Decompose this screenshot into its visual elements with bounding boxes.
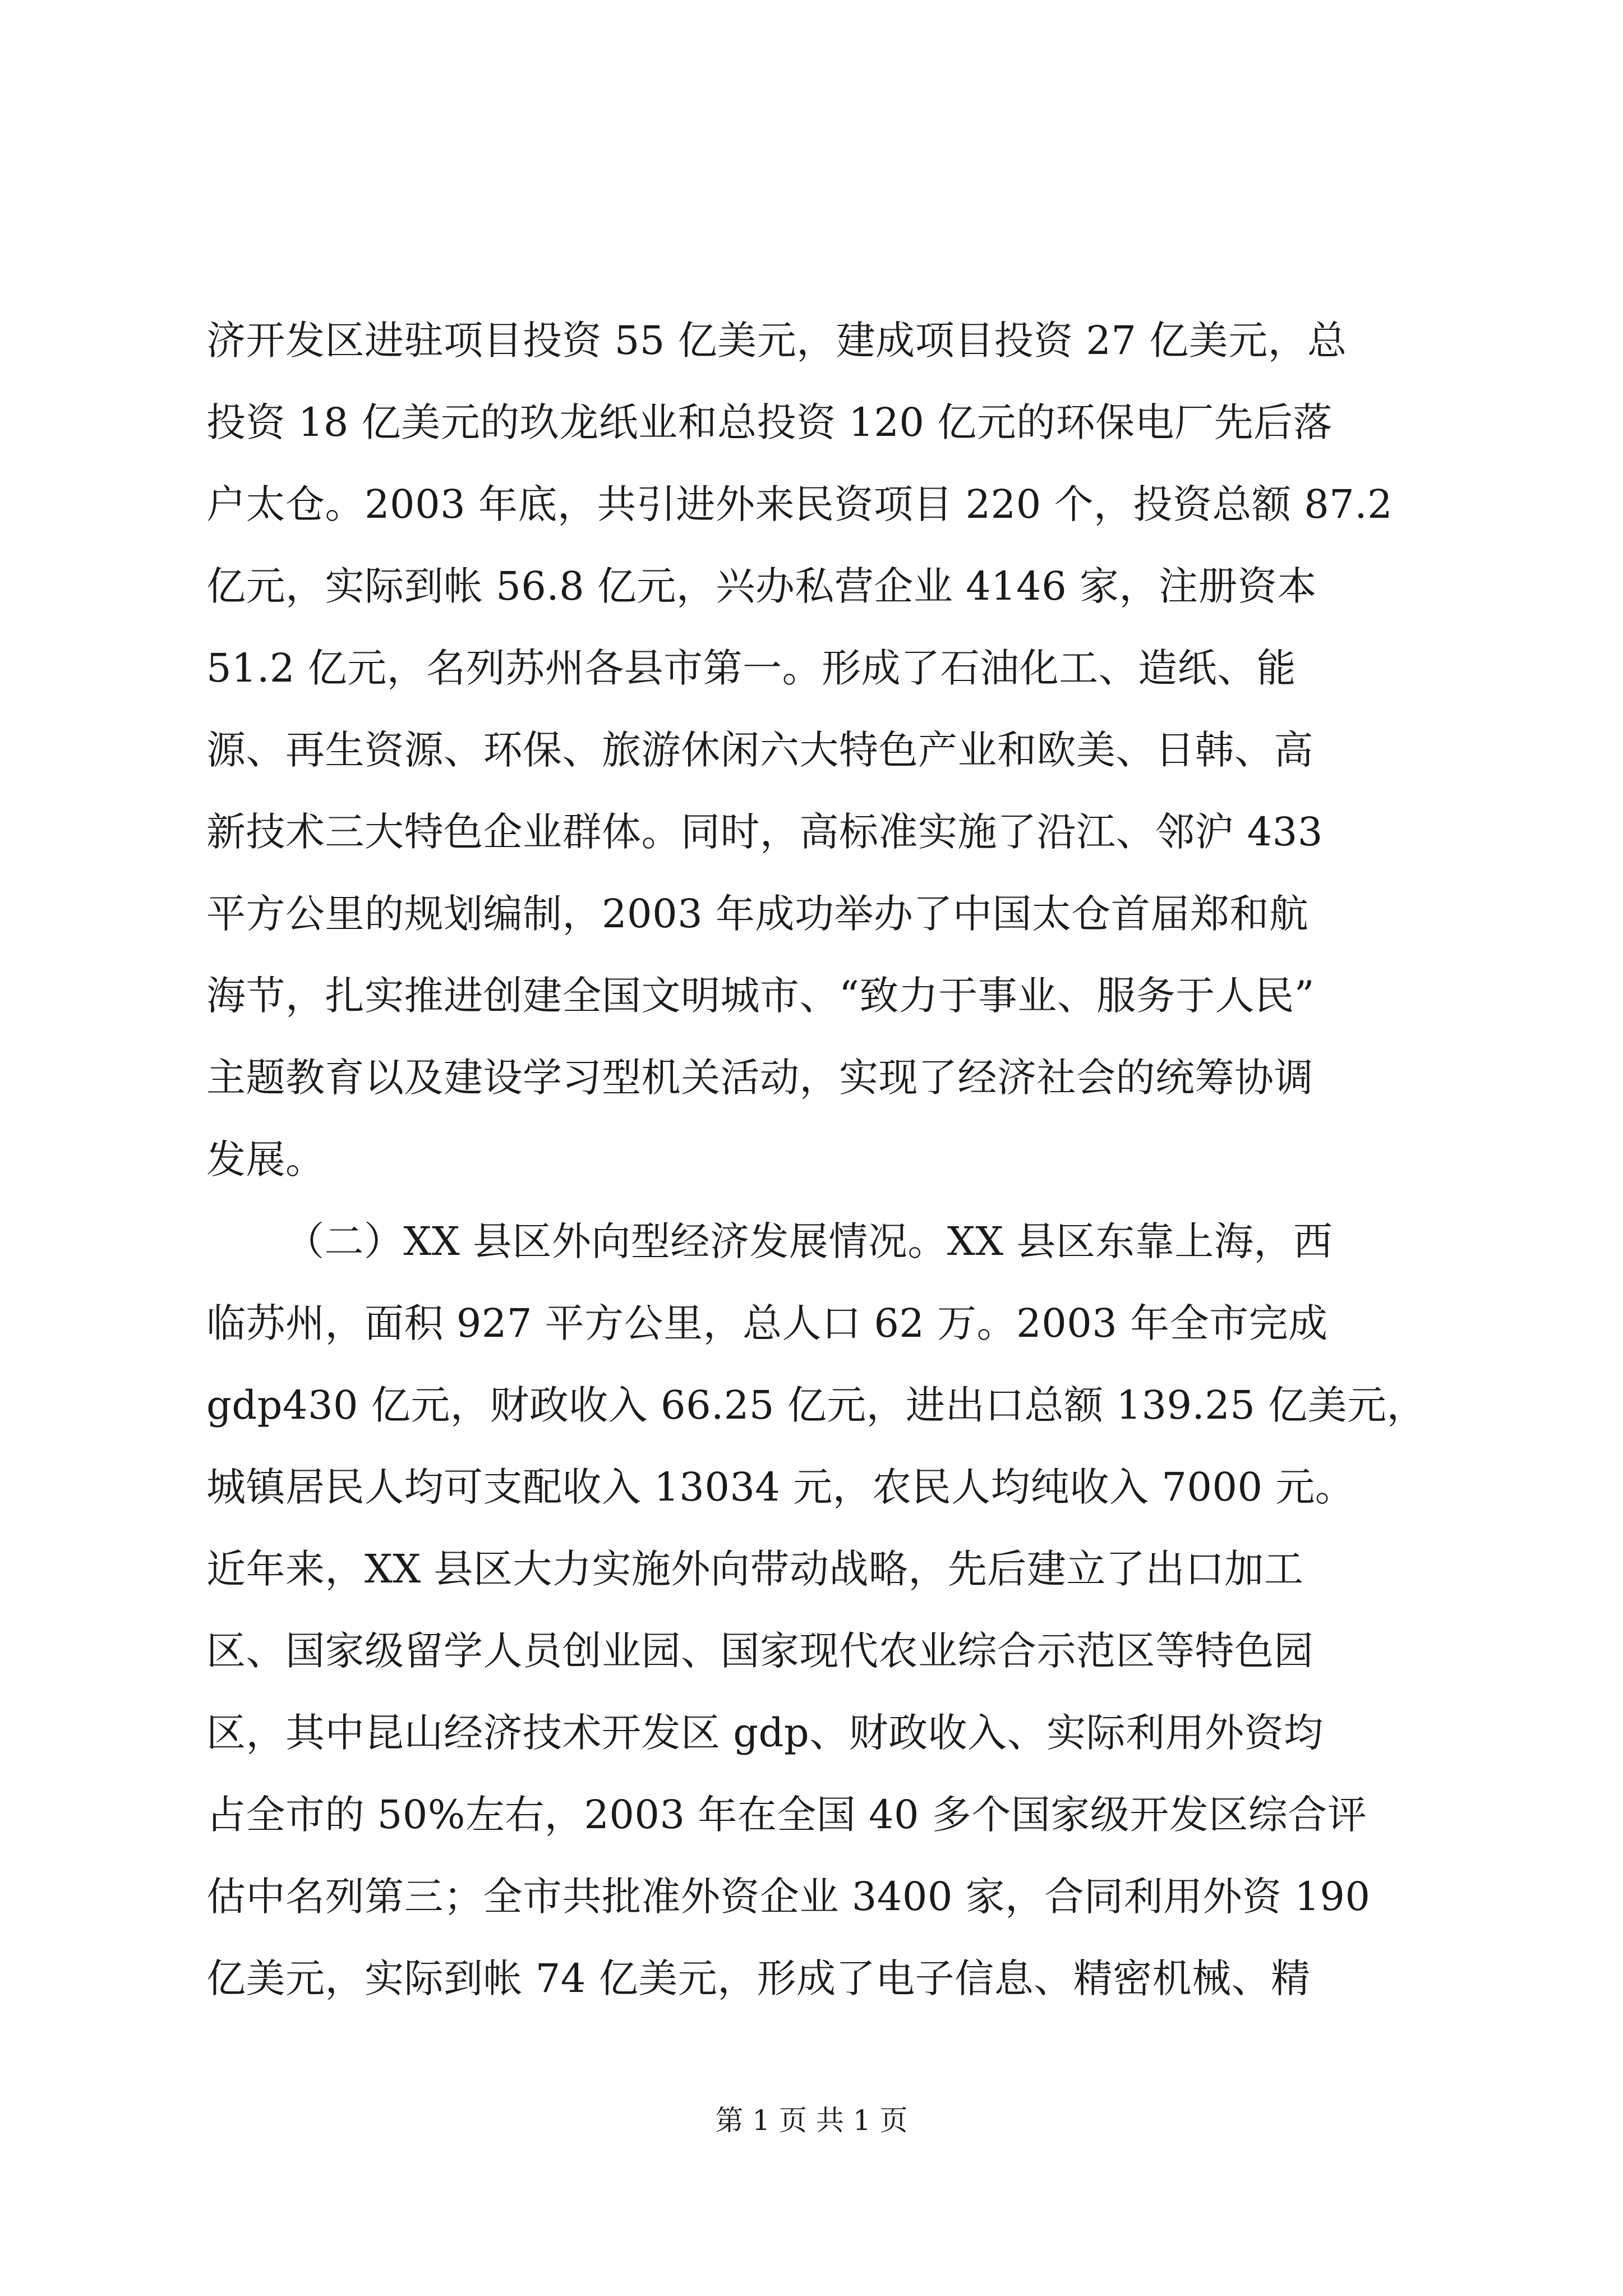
- text-line: 51.2 亿元，名列苏州各县市第一。形成了石油化工、造纸、能: [206, 645, 1297, 691]
- text-line: 户太仓。2003 年底，共引进外来民资项目 220 个，投资总额 87.2: [206, 481, 1393, 527]
- text-line: 区，其中昆山经济技术开发区 gdp、财政收入、实际利用外资均: [206, 1710, 1324, 1756]
- text-line: 海节，扎实推进创建全国文明城市、“致力于事业、服务于人民”: [206, 973, 1315, 1019]
- text-line: 源、再生资源、环保、旅游休闲六大特色产业和欧美、日韩、高: [206, 727, 1313, 773]
- text-line: 济开发区进驻项目投资 55 亿美元，建成项目投资 27 亿美元，总: [206, 318, 1347, 364]
- text-line: gdp430 亿元，财政收入 66.25 亿元，进出口总额 139.25 亿美元，: [206, 1382, 1427, 1428]
- text-line: 发展。: [206, 1137, 325, 1182]
- text-line: 平方公里的规划编制，2003 年成功举办了中国太仓首届郑和航: [206, 891, 1309, 937]
- text-line: 亿元，实际到帐 56.8 亿元，兴办私营企业 4146 家，注册资本: [206, 563, 1317, 609]
- page-number-footer: 第 1 页 共 1 页: [715, 2104, 908, 2137]
- text-line: 估中名列第三；全市共批准外资企业 3400 家，合同利用外资 190: [206, 1874, 1371, 1920]
- text-line: 投资 18 亿美元的玖龙纸业和总投资 120 亿元的环保电厂先后落: [206, 399, 1333, 445]
- text-line: 近年来，XX 县区大力实施外向带动战略，先后建立了出口加工: [206, 1546, 1304, 1592]
- text-line: 占全市的 50%左右，2003 年在全国 40 多个国家级开发区综合评: [206, 1792, 1367, 1838]
- text-line: 亿美元，实际到帐 74 亿美元，形成了电子信息、精密机械、精: [206, 1955, 1311, 2001]
- paragraph-start-line: （二）XX 县区外向型经济发展情况。XX 县区东靠上海，西: [285, 1218, 1333, 1264]
- text-line: 临苏州，面积 927 平方公里，总人口 62 万。2003 年全市完成: [206, 1300, 1328, 1346]
- text-line: 城镇居民人均可支配收入 13034 元，农民人均纯收入 7000 元。: [206, 1464, 1355, 1510]
- text-line: 区、国家级留学人员创业园、国家现代农业综合示范区等特色园: [206, 1628, 1313, 1674]
- text-line: 主题教育以及建设学习型机关活动，实现了经济社会的统筹协调: [206, 1055, 1313, 1101]
- text-line: 新技术三大特色企业群体。同时，高标准实施了沿江、邻沪 433: [206, 809, 1323, 855]
